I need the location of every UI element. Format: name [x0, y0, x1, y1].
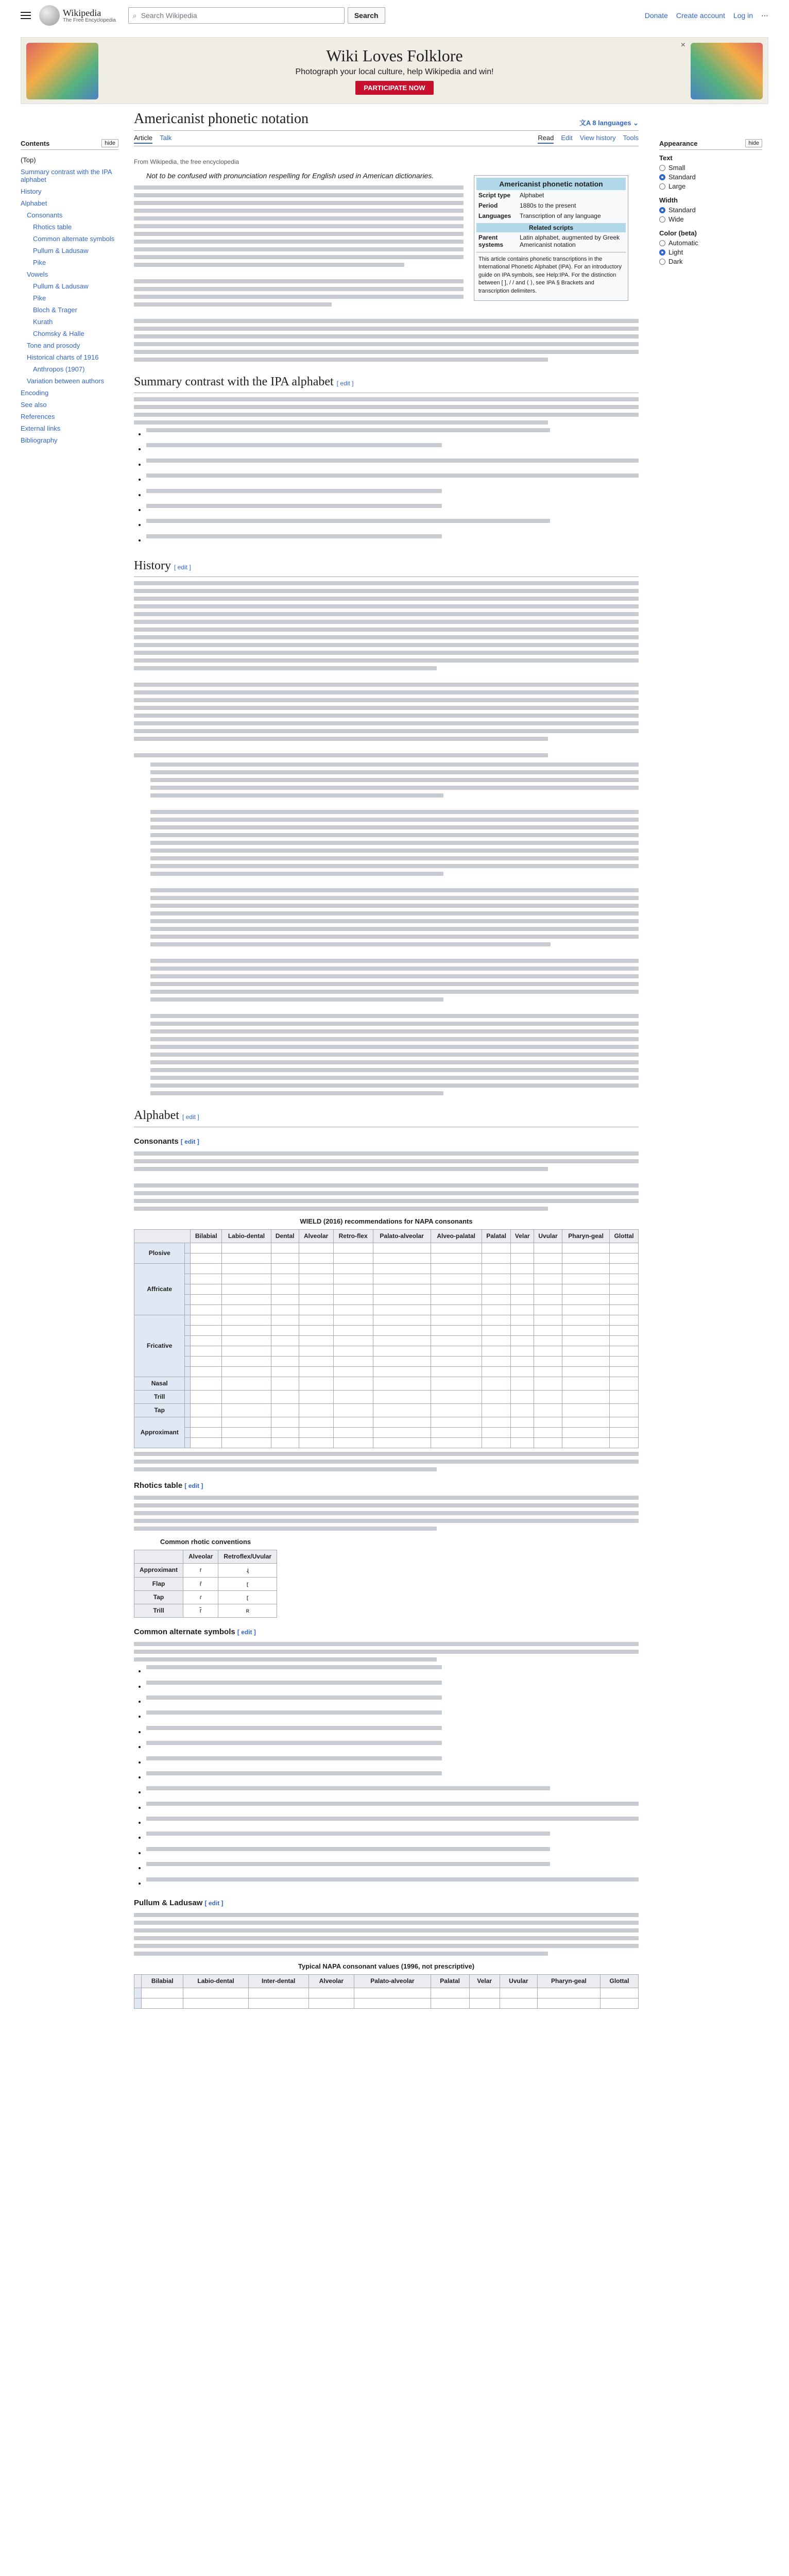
wield-row-header: Affricate — [134, 1263, 185, 1315]
napa-column-header: Inter-dental — [248, 1974, 308, 1988]
infobox-title: Americanist phonetic notation — [476, 178, 626, 190]
toc-item[interactable]: Pike — [33, 294, 46, 302]
wield-column-header: Palatal — [482, 1229, 511, 1243]
section-rhotics-heading: Rhotics table [ edit ] — [134, 1481, 203, 1490]
table-row — [134, 1274, 639, 1284]
napa-column-header: Palato-alveolar — [354, 1974, 431, 1988]
table-row: Flap ř ɽ — [134, 1577, 277, 1590]
section-summary-heading: Summary contrast with the IPA alphabet [ edit ] — [134, 372, 639, 393]
more-icon[interactable]: ⋯ — [761, 11, 768, 20]
napa-column-header: Bilabial — [142, 1974, 183, 1988]
article-body — [134, 157, 639, 2012]
table-row — [134, 1304, 639, 1315]
consonants-paragraphs — [134, 1151, 639, 1211]
table-row — [134, 1294, 639, 1304]
toc-item[interactable]: Pike — [33, 259, 46, 266]
toc-item[interactable]: History — [21, 188, 42, 195]
napa-column-header: Velar — [469, 1974, 500, 1988]
toc-item[interactable]: Rhotics table — [33, 223, 72, 231]
toc-item[interactable]: Alphabet — [21, 199, 47, 207]
table-row — [134, 1391, 639, 1404]
table-row — [134, 1988, 639, 1998]
table-row — [134, 1284, 639, 1294]
tab-edit[interactable]: Edit — [561, 134, 573, 142]
table-row — [134, 1356, 639, 1366]
from-wikipedia: From Wikipedia, the free encyclopedia — [134, 158, 239, 165]
rhotic-table — [134, 1535, 277, 1618]
page-title: Americanist phonetic notation — [134, 111, 309, 127]
appearance-panel — [659, 139, 762, 272]
table-row — [134, 1417, 639, 1428]
table-row: Trill r̃ ʀ — [134, 1604, 277, 1617]
alternate-paragraph — [134, 1642, 639, 1662]
wield-column-header: Palato-alveolar — [373, 1229, 431, 1243]
table-row — [134, 1438, 639, 1448]
wield-column-header: Pharyn-geal — [562, 1229, 610, 1243]
search-button[interactable]: Search — [348, 7, 385, 24]
toc-item[interactable]: External links — [21, 425, 61, 432]
wield-column-header: Glottal — [610, 1229, 639, 1243]
close-icon[interactable]: × — [680, 41, 685, 49]
wield-column-header: Bilabial — [191, 1229, 222, 1243]
wield-column-header: Alveolar — [299, 1229, 333, 1243]
napa-table-caption: Typical NAPA consonant values (1996, not prescriptive) — [298, 1962, 475, 1971]
tab-history[interactable]: View history — [579, 134, 616, 142]
infobox-related-label: Related scripts — [476, 223, 626, 232]
color-dark-radio[interactable]: Dark — [659, 258, 762, 265]
section-history-heading: History [ edit ] — [134, 556, 639, 577]
toc-item[interactable]: Summary contrast with the IPA alphabet — [21, 168, 112, 183]
wield-row-header: Nasal — [134, 1377, 185, 1390]
banner-art-left — [26, 43, 98, 99]
login-link[interactable]: Log in — [733, 11, 753, 20]
wield-row-header: Tap — [134, 1404, 185, 1417]
search-input[interactable] — [128, 7, 345, 24]
pullum-paragraph — [134, 1913, 639, 1956]
toc-item[interactable]: References — [21, 413, 55, 420]
wield-row-header: Fricative — [134, 1315, 185, 1377]
toc-item[interactable]: Common alternate symbols — [33, 235, 115, 243]
participate-button[interactable]: PARTICIPATE NOW — [355, 81, 433, 95]
toc-hide-button[interactable]: hide — [101, 139, 118, 147]
wield-row-header: Trill — [134, 1391, 185, 1404]
napa-consonant-table — [134, 1959, 639, 2009]
table-row: Approximant r ɻ — [134, 1564, 277, 1577]
infobox-ipa-note: This article contains phonetic transcriptions in the International Phonetic Alphabet (IPA). For an introductory guide on IPA symbols, see Help:IPA. For the distinction between [ ], / / and ⟨ ⟩, see IPA § Brackets and transcription delimiters. — [476, 252, 626, 298]
toc-title: Contents — [21, 139, 50, 147]
banner-title: Wiki Loves Folklore — [326, 46, 463, 65]
tab-tools[interactable]: Tools — [623, 134, 639, 142]
section-alternate-heading: Common alternate symbols [ edit ] — [134, 1628, 256, 1637]
page-tabs — [134, 134, 639, 146]
napa-column-header: Glottal — [600, 1974, 638, 1988]
wield-row-header: Approximant — [134, 1417, 185, 1448]
page-title-row — [134, 111, 639, 131]
menu-icon[interactable] — [21, 12, 31, 19]
search-placeholder: Search Wikipedia — [141, 11, 197, 20]
infobox-row: Languages Transcription of any language — [478, 212, 601, 219]
campaign-banner — [21, 37, 768, 104]
toc-item[interactable]: (Top) — [21, 156, 36, 164]
appearance-hide-button[interactable]: hide — [745, 139, 762, 147]
toc-item[interactable]: Tone and prosody — [27, 342, 80, 349]
rhotics-paragraph — [134, 1496, 639, 1531]
toc-item[interactable]: Kurath — [33, 318, 53, 326]
create-account-link[interactable]: Create account — [676, 11, 725, 20]
table-row — [134, 1315, 639, 1325]
table-row — [134, 1263, 639, 1274]
width-label: Width — [659, 196, 678, 204]
rhotic-column-header: Retroflex/Uvular — [218, 1550, 277, 1564]
toc-item[interactable]: Chomsky & Halle — [33, 330, 84, 337]
summary-paragraph — [134, 397, 639, 425]
toc-item[interactable]: Historical charts of 1916 — [27, 353, 99, 361]
table-row — [134, 1346, 639, 1356]
table-of-contents — [21, 139, 118, 446]
text-standard-radio[interactable]: Standard — [659, 173, 762, 181]
tab-talk[interactable]: Talk — [160, 134, 172, 142]
napa-column-header: Alveolar — [308, 1974, 354, 1988]
toc-item[interactable]: Anthropos (1907) — [33, 365, 85, 373]
table-row — [134, 1366, 639, 1377]
rhotic-caption: Common rhotic conventions — [160, 1538, 251, 1546]
rhotic-column-header — [134, 1550, 183, 1564]
toc-item[interactable]: Variation between authors — [27, 377, 105, 385]
toc-item[interactable]: Pullum & Ladusaw — [33, 282, 89, 290]
lead-paragraphs — [134, 185, 464, 315]
napa-column-header: Pharyn-geal — [537, 1974, 600, 1988]
napa-column-header: Palatal — [431, 1974, 469, 1988]
text-large-radio[interactable]: Large — [659, 182, 762, 190]
toc-item[interactable]: Encoding — [21, 389, 49, 397]
languages-button[interactable]: 文A 8 languages ⌄ — [579, 119, 639, 127]
table-row — [134, 1325, 639, 1335]
wield-table-caption: WIELD (2016) recommendations for NAPA consonants — [300, 1217, 473, 1225]
toc-item[interactable]: Bibliography — [21, 436, 58, 444]
tab-read[interactable]: Read — [538, 134, 554, 144]
toc-item[interactable]: Pullum & Ladusaw — [33, 247, 89, 255]
hatnote: Not to be confused with pronunciation respelling for English used in American dictionaries. — [146, 172, 434, 180]
toc-item[interactable]: See also — [21, 401, 47, 409]
history-blockquote — [150, 762, 639, 1095]
tab-article[interactable]: Article — [134, 134, 152, 144]
title-area — [134, 111, 639, 146]
infobox-row: Parent systems Latin alphabet, augmented by Greek Americanist notation — [478, 234, 620, 248]
history-paragraphs — [134, 581, 639, 757]
wield-column-header: Uvular — [534, 1229, 562, 1243]
text-small-radio[interactable]: Small — [659, 164, 762, 172]
wield-column-header: Velar — [511, 1229, 534, 1243]
logo-subtitle: The Free Encyclopedia — [63, 17, 116, 23]
napa-column-header: Uvular — [500, 1974, 537, 1988]
after-wield-paragraph — [134, 1452, 639, 1471]
donate-link[interactable]: Donate — [644, 11, 668, 20]
toc-item[interactable]: Vowels — [27, 270, 48, 278]
wikipedia-logo[interactable] — [39, 5, 116, 26]
banner-art-right — [691, 43, 763, 99]
table-row: Tap ɾ ɽ — [134, 1590, 277, 1604]
site-header — [0, 0, 789, 31]
wield-column-header: Retro-flex — [333, 1229, 373, 1243]
rhotic-column-header: Alveolar — [183, 1550, 218, 1564]
wield-row-header: Plosive — [134, 1243, 185, 1263]
table-row — [134, 1998, 639, 2009]
infobox-row: Period 1880s to the present — [478, 202, 576, 209]
infobox-row: Script type Alphabet — [478, 192, 544, 199]
table-row — [134, 1377, 639, 1390]
appearance-title: Appearance — [659, 139, 698, 147]
table-row — [134, 1335, 639, 1346]
section-alphabet-heading: Alphabet [ edit ] — [134, 1106, 639, 1127]
table-row — [134, 1428, 639, 1438]
section-consonants-heading: Consonants [ edit ] — [134, 1137, 199, 1146]
color-label: Color (beta) — [659, 229, 697, 237]
wield-column-header: Alveo-palatal — [431, 1229, 482, 1243]
table-row — [134, 1243, 639, 1253]
summary-differences-list — [134, 428, 639, 546]
width-wide-radio[interactable]: Wide — [659, 215, 762, 223]
wield-consonant-table — [134, 1214, 639, 1449]
table-row — [134, 1404, 639, 1417]
napa-column-header: Labio-dental — [183, 1974, 248, 1988]
alternate-symbols-list — [134, 1665, 639, 1889]
color-auto-radio[interactable]: Automatic — [659, 239, 762, 247]
section-pullum-heading: Pullum & Ladusaw [ edit ] — [134, 1899, 224, 1908]
width-standard-radio[interactable]: Standard — [659, 206, 762, 214]
lead-paragraph-3 — [134, 319, 639, 362]
logo-title: Wikipedia — [63, 7, 101, 18]
banner-subtitle: Photograph your local culture, help Wikipedia and win! — [295, 67, 494, 76]
text-size-label: Text — [659, 154, 673, 162]
table-row — [134, 1253, 639, 1263]
toc-item[interactable]: Consonants — [27, 211, 63, 219]
color-light-radio[interactable]: Light — [659, 248, 762, 256]
wield-column-header: Labio-dental — [222, 1229, 271, 1243]
search-icon: ⌕ — [132, 11, 137, 20]
globe-icon — [39, 5, 60, 26]
toc-item[interactable]: Bloch & Trager — [33, 306, 77, 314]
wield-column-header: Dental — [271, 1229, 299, 1243]
